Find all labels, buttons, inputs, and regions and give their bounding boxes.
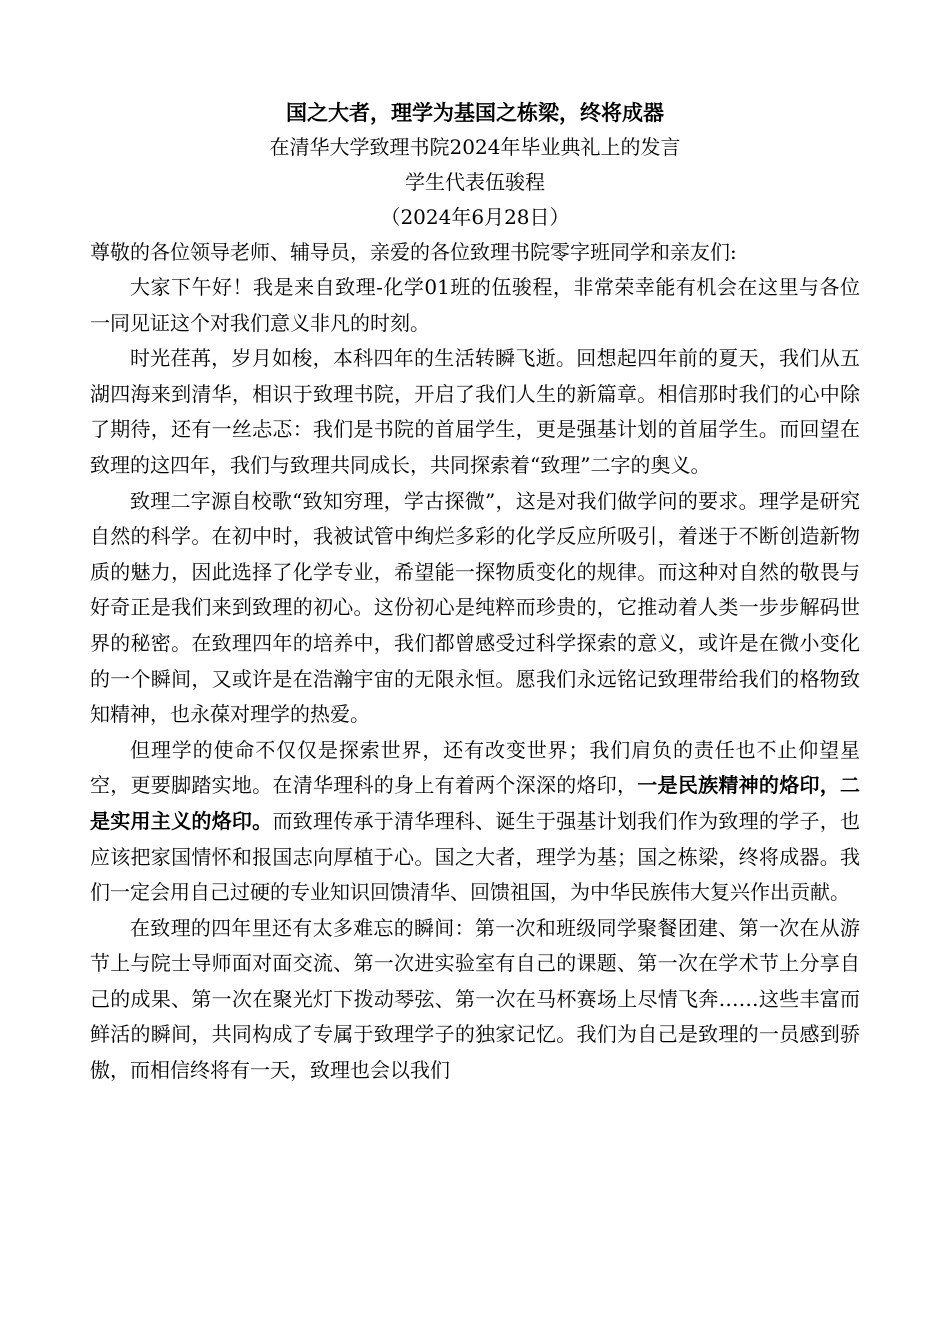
paragraph-mission-text-2: 而致理传承于清华理科、诞生于强基计划我们作为致理的学子，也应该把家国情怀和报国志向厚植于心。国之大者，理学为基；国之栋梁，终将成器。我们一定会用自己过硬的专业知识回馈清华、回馈祖国，为中华民族伟大复兴作出贡献。 [90, 808, 861, 905]
speech-author: 学生代表伍骏程 [405, 170, 545, 194]
paragraph-greeting: 大家下午好！我是来自致理-化学01班的伍骏程，非常荣幸能有机会在这里与各位一同见证这个对我们意义非凡的时刻。 [90, 275, 860, 335]
speech-date: （2024年6月28日） [380, 205, 570, 229]
document-page [90, 96, 860, 1089]
paragraph-zhili-meaning: 致理二字源自校歌“致知穷理，学古探微”，这是对我们做学问的要求。理学是研究自然的科学。在初中时，我被试管中绚烂多彩的化学反应所吸引，着迷于不断创造新物质的魅力，因此选择了化学专业，希望能一探物质变化的规律。而这种对自然的敬畏与好奇正是我们来到致理的初心。这份初心是纯粹而珍贵的，它推动着人类一步步解码世界的秘密。在致理四年的培养中，我们都曾感受过科学探索的意义，或许是在微小变化的一个瞬间，又或许是在浩瀚宇宙的无限永恒。愿我们永远铭记致理带给我们的格物致知精神，也永葆对理学的热爱。 [90, 488, 860, 727]
paragraph-moments: 在致理的四年里还有太多难忘的瞬间：第一次和班级同学聚餐团建、第一次在从游节上与院士导师面对面交流、第一次进实验室有自己的课题、第一次在学术节上分享自己的成果、第一次在聚光灯下拨动琴弦、第一次在马杯赛场上尽情飞奔……这些丰富而鲜活的瞬间，共同构成了专属于致理学子的独家记忆。我们为自己是致理的一员感到骄傲，而相信终将有一天，致理也会以我们 [90, 915, 860, 1083]
speech-title: 国之大者，理学为基国之栋梁，终将成器 [286, 100, 664, 125]
speech-subtitle: 在清华大学致理书院2024年毕业典礼上的发言 [269, 135, 681, 159]
paragraph-mission-text-1: 但理学的使命不仅仅是探索世界，还有改变世界；我们肩负的责任也不止仰望星空，更要脚踏实地。在清华理科的身上有着两个深深的烙印， [90, 737, 860, 798]
paragraph-mission [90, 733, 860, 911]
paragraph-mission-emphasis: 一是民族精神的烙印，二是实用主义的烙印。 [90, 773, 860, 833]
paragraph-memories: 时光荏苒，岁月如梭，本科四年的生活转瞬飞逝。回想起四年前的夏天，我们从五湖四海来到清华，相识于致理书院，开启了我们人生的新篇章。相信那时我们的心中除了期待，还有一丝忐忑：我们是书院的首届学生，更是强基计划的首届学生。而回望在致理的这四年，我们与致理共同成长，共同探索着“致理”二字的奥义。 [90, 346, 860, 477]
salutation: 尊敬的各位领导老师、辅导员，亲爱的各位致理书院零字班同学和亲友们: [90, 240, 737, 264]
